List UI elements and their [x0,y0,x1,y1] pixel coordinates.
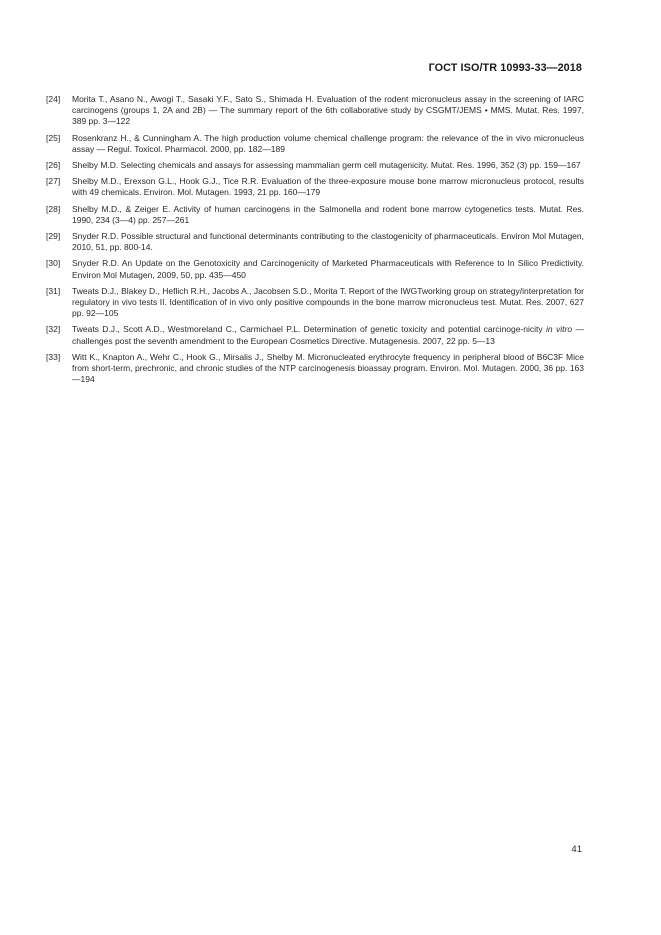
reference-item-30 [46,258,584,280]
reference-text-end: — challenges post the seventh amendment to the European Cosmetics Directive. Mutagenesis. 2007, 22 pp. 5—13 [72,324,584,346]
reference-number: [31] [46,285,61,296]
reference-text: Morita T., Asano N., Awogi T., Sasaki Y.F., Sato S., Shimada H. Evaluation of the rodent micronucleus assay in the screening of IARC carcinogens (groups 1, 2A and 2B) — The summary report of the 6th collaborative study by CSGMT/JEMS • MMS. Mutat. Res. 1997, 389 pp. 3—122 [72,94,584,127]
reference-number: [26] [46,160,61,171]
reference-text: Shelby M.D., Erexson G.L., Hook G.J., Tice R.R. Evaluation of the three-exposure mouse bone marrow micronucleus protocol, results with 49 chemicals. Environ. Mol. Mutagen. 1993, 21 pp. 160—179 [72,176,584,198]
reference-number: [30] [46,258,61,269]
reference-text: Rosenkranz H., & Cunningham A. The high production volume chemical challenge program: the relevance of the in vivo micronucleus assay — Regul. Toxicol. Pharmacol. 2000, pp. 182—189 [72,132,584,154]
reference-item-32 [46,324,584,346]
reference-item-24 [46,94,584,128]
reference-text [72,324,584,346]
reference-text: Shelby M.D. Selecting chemicals and assays for assessing mammalian germ cell mutagenicity. Mutat. Res. 1996, 352 (3) pp. 159—167 [72,160,581,171]
reference-item-28 [46,204,584,226]
reference-item-25 [46,133,584,155]
reference-item-26 [46,160,584,171]
reference-text: Snyder R.D. An Update on the Genotoxicity and Carcinogenicity of Marketed Pharmaceuticals with Reference to In Silico Predictivity. Environ Mol Mutagen, 2009, 50, pp. 435—450 [72,258,584,280]
reference-number: [24] [46,94,61,104]
reference-text: Snyder R.D. Possible structural and functional determinants contributing to the clastogenicity of pharmaceuticals. Environ Mol Mutagen, 2010, 51, pp. 800-14. [72,231,584,253]
page-number: 41 [571,844,582,855]
reference-item-31 [46,286,584,320]
reference-text-italic: in vitro [546,324,573,335]
reference-number: [29] [46,231,61,242]
reference-text-start: Tweats D.J., Scott A.D., Westmoreland C., Carmichael P.L. Determination of genetic toxicity and potential carcinoge-nicity [72,324,547,335]
reference-text: Tweats D.J., Blakey D., Heflich R.H., Jacobs A., Jacobsen S.D., Morita T. Report of the IWGTworking group on strategy/interpretation for regulatory in vivo tests II. Identification of in vivo only positive compounds in the bone marrow micronucleus test. Mutat. Res. 2007, 627 pp. 92—105 [72,285,584,319]
reference-item-33 [46,352,584,386]
reference-text: Witt K., Knapton A., Wehr C., Hook G., Mirsalis J., Shelby M. Micronucleated erythrocyte frequency in peripheral blood of B6C3F Mice from short-term, prechronic, and chronic studies of the NTP carcinogenesis bioassay program. Environ. Mol. Mutagen. 2000, 36 pp. 163—194 [72,351,584,385]
reference-item-27 [46,176,584,198]
reference-number: [32] [46,324,61,335]
document-standard-id: ГОСТ ISO/TR 10993-33—2018 [428,62,582,74]
reference-number: [25] [46,132,61,143]
reference-number: [27] [46,176,61,187]
reference-number: [33] [46,351,61,362]
reference-item-29 [46,231,584,253]
reference-text: Shelby M.D., & Zeiger E. Activity of human carcinogens in the Salmonella and rodent bone marrow cytogenetics tests. Mutat. Res. 1990, 234 (3—4) pp. 257—261 [72,203,584,225]
reference-number: [28] [46,203,61,214]
reference-list [46,94,584,390]
